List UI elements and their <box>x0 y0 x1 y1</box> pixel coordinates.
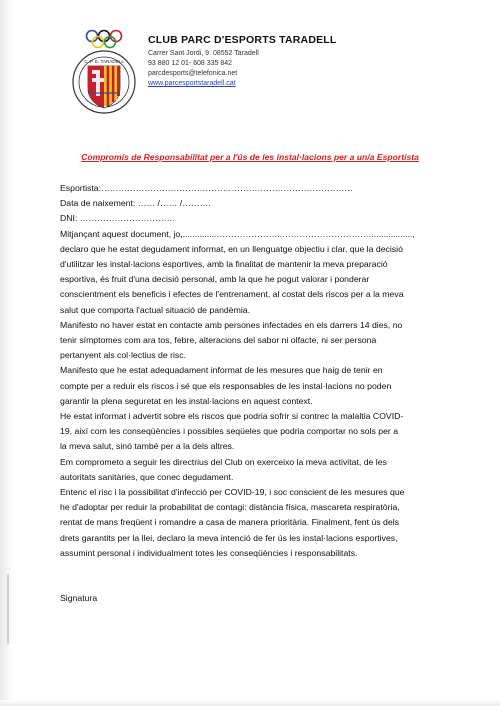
body-line: tenir símptomes com ara tos, febre, alteracions del sabor ni olfacte, ni ser persona <box>60 335 377 346</box>
body-line: declaro que he estat degudament informat, en un llenguatge objectiu i clar, que la decisió <box>60 243 403 254</box>
club-email: parcdesports@telefonica.net <box>148 70 238 77</box>
club-phone: 93 880 12 01- 608 335 842 <box>148 60 233 67</box>
field-data-naixement: Data de naixement: …… /…… /………. <box>60 198 211 209</box>
body-line: drets garantits per la llei, declaro la meva intenció de fer ús les instal·lacions esportives, <box>60 532 398 543</box>
body-line: he d'adoptar per reduir la probabilitat de contagi: distància física, mascareta respiratòria, <box>60 502 400 513</box>
body-line: 19, així com les conseqüències i possibles seqüeles que podria comportar no sols per a <box>60 426 399 437</box>
body-line: Manifesto que he estat adequadament informat de les mesures que haig de tenir en <box>60 365 383 376</box>
body-line: Manifesto no haver estat en contacte amb persones infectades en els darrers 14 dies, no <box>60 319 403 330</box>
body-line: la meva salut, sinó també per a la dels altres. <box>60 441 235 452</box>
club-logo <box>68 26 140 118</box>
body-line: He estat informat i advertit sobre els riscos que podria sofrir si contrec la malaltia COVID- <box>60 411 404 422</box>
body-line: esportiva, és fruit d'una decisió personal, amb la que he pogut valorar i ponderar <box>60 274 370 285</box>
page-bottom-edge <box>0 700 500 706</box>
body-line: assumint personal i individualment totes les conseqüències i responsabilitats. <box>60 547 358 558</box>
document-title: Compromís de Responsabilitat per a l'ús de les instal·lacions per a un/a Esportista <box>81 152 419 162</box>
club-address: Carrer Sant Jordi, 9. 08552 Taradell <box>148 50 259 57</box>
body-line: Em comprometo a seguir les directrius del Club on exerceixo la meva activitat, de les <box>60 456 387 467</box>
body-line: conscientment els beneficis i efectes de l'entrenament, al costat dels riscos per a la meva <box>60 289 404 300</box>
document-body <box>60 166 432 606</box>
body-line: Mitjançant aquest document, jo,..............…………………..……………………….…................., <box>60 228 415 239</box>
body-line: garantir la plena seguretat en les instal·lacions en aquest context. <box>60 395 313 406</box>
body-line: autoritats sanitàries, que conec degudament. <box>60 471 234 482</box>
signature-label: Signatura <box>60 593 98 604</box>
club-website-link[interactable]: www.parcesportstaradell.cat <box>148 80 236 87</box>
club-name: CLUB PARC D'ESPORTS TARADELL <box>148 34 337 46</box>
page-edge-mark <box>7 574 9 644</box>
club-header <box>148 34 337 89</box>
olympic-rings-icon <box>87 31 122 48</box>
body-line: salut que comporta l'actual situació de pandèmia. <box>60 304 251 315</box>
body-line: rentat de mans freqüent i romandre a casa de manera prioritària. Finalment, fent ús dels <box>60 517 399 528</box>
field-dni: DNI: …………………………… <box>60 213 176 224</box>
body-line: pertanyent als col·lectius de risc. <box>60 350 187 361</box>
field-esportista: Esportista:…………………………………………………………………………… <box>60 183 353 193</box>
logo-caption: C. P. E. TARADELL <box>84 59 124 64</box>
body-line: Entenc el risc i la possibilitat d'infecció per COVID-19, i soc conscient de les mesures que <box>60 487 405 498</box>
body-line: compte per a reduir els riscos i sé que els responsables de les instal·lacions no poden <box>60 380 392 391</box>
body-line: d'utilitzar les instal·lacions esportives, amb la finalitat de mantenir la meva preparació <box>60 259 388 270</box>
